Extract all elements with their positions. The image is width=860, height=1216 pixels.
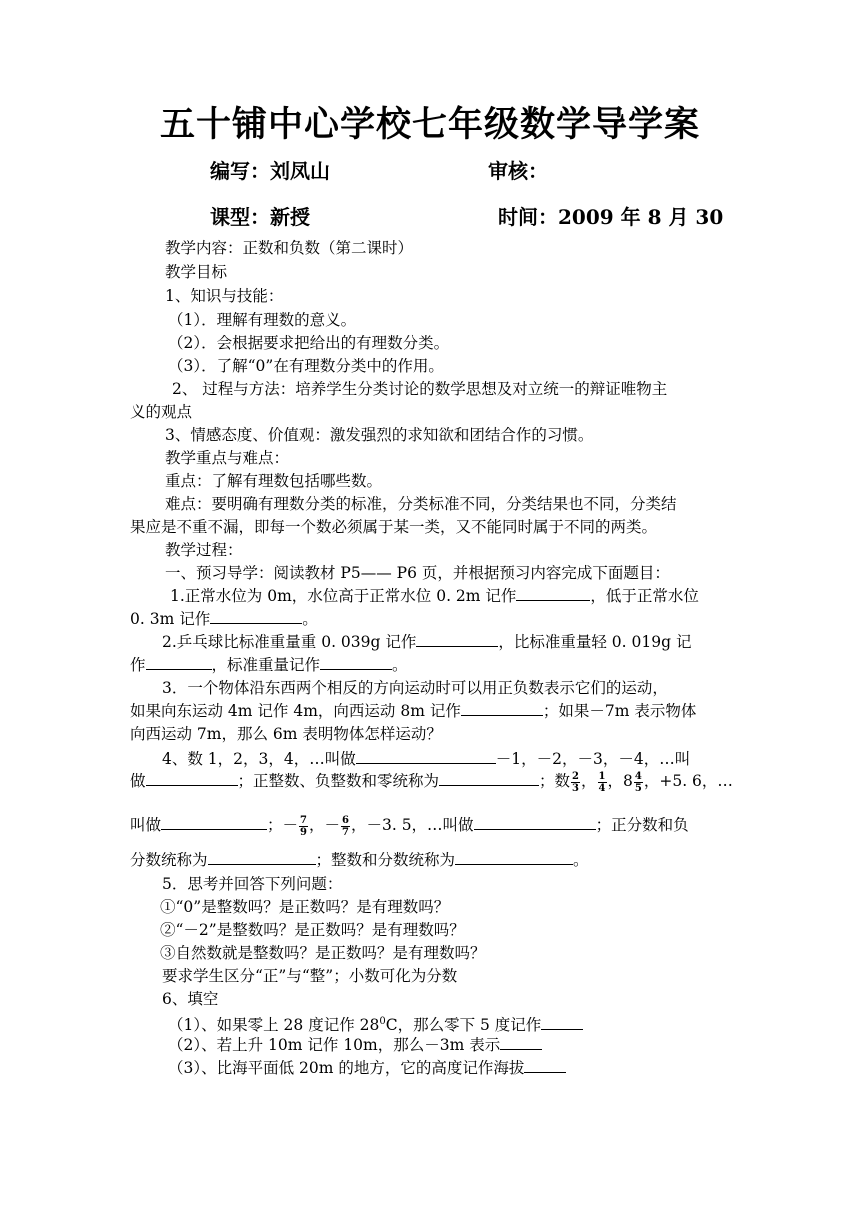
question-text: C，那么零下 5 度记作 [385, 1016, 542, 1035]
degree-superscript: 0 [379, 1016, 386, 1027]
goal-1-item-1: （1）．理解有理数的意义。 [168, 311, 357, 329]
question-3-line-3: 向西运动 7m，那么 6m 表明物体怎样运动？ [130, 725, 442, 743]
question-text: 1.正常水位为 0m，水位高于正常水位 0. 2m 记作 [170, 587, 517, 605]
question-text: 。 [392, 656, 408, 674]
answer-blank[interactable] [439, 770, 539, 786]
fraction-numerator: 7 [300, 814, 307, 826]
answer-blank[interactable] [356, 748, 496, 764]
fraction [299, 815, 308, 838]
question-text: 。 [302, 610, 318, 628]
key-point: 重点：了解有理数包括哪些数。 [165, 472, 383, 490]
fraction [598, 771, 607, 794]
answer-blank[interactable] [210, 608, 302, 624]
fraction-denominator: 9 [300, 826, 307, 838]
answer-blank[interactable] [146, 654, 212, 670]
answer-blank[interactable] [455, 849, 573, 865]
question-text: 如果向东运动 4m 记作 4m，向西运动 8m 记作 [130, 702, 461, 720]
question-1-line-1 [170, 585, 699, 607]
answer-blank[interactable] [524, 1057, 566, 1073]
question-text: 做 [130, 772, 146, 790]
question-6: 6、填空 [162, 990, 219, 1008]
question-5-item-3: ③自然数就是整数吗？是正数吗？是有理数吗？ [160, 944, 486, 962]
lesson-type-label: 课型：新授 [210, 205, 310, 229]
question-4-line-1 [162, 748, 690, 770]
fraction-numerator: 6 [342, 814, 349, 826]
question-text: ，标准重量记作 [211, 656, 321, 674]
question-1-line-2 [130, 608, 318, 630]
fraction-denominator: 4 [598, 782, 606, 794]
question-text: ，－ [309, 816, 341, 834]
question-4-line-2 [130, 770, 733, 794]
question-text: ，比标准重量轻 0. 019g 记 [498, 633, 692, 651]
question-text: （2）、若上升 10m 记作 10m，那么－3m 表示 [168, 1036, 501, 1054]
difficulty-line-2: 果应是不重不漏，即每一个数必须属于某一类，又不能同时属于不同的两类。 [130, 518, 658, 536]
question-text: 叫做 [130, 816, 162, 834]
difficulty-line-1: 难点：要明确有理数分类的标准，分类标准不同，分类结果也不同，分类结 [165, 495, 677, 513]
question-text: ，低于正常水位 [590, 587, 699, 605]
question-text: ；如果－7m 表示物体 [542, 702, 697, 720]
fraction-denominator: 3 [572, 782, 580, 794]
question-text: （1）、如果零上 28 度记作 28 [168, 1016, 380, 1035]
author-label: 编写：刘凤山 [210, 159, 330, 183]
fraction-numerator: 2 [572, 770, 580, 782]
question-text: 。 [573, 851, 589, 869]
question-text: 0. 3m 记作 [130, 610, 211, 628]
question-2-line-1 [162, 631, 691, 653]
question-text: ，+5. 6，… [643, 772, 733, 790]
answer-blank[interactable] [416, 631, 498, 647]
question-text: 作 [130, 656, 146, 674]
question-text: ，－3. 5，…叫做 [350, 816, 474, 834]
answer-blank[interactable] [541, 1014, 583, 1030]
question-3-line-2 [130, 700, 696, 722]
question-4-line-3 [130, 814, 689, 838]
fraction-denominator: 5 [634, 782, 642, 794]
goal-2-line-1: 2、 过程与方法：培养学生分类讨论的数学思想及对立统一的辩证唯物主 [172, 380, 668, 398]
answer-blank[interactable] [146, 770, 238, 786]
question-5-item-1: ①“0”是整数吗？是正数吗？是有理数吗？ [160, 898, 450, 916]
fraction [634, 771, 643, 794]
fraction-denominator: 7 [342, 826, 349, 838]
question-text: 分数统称为 [130, 851, 208, 869]
fraction-numerator: 4 [634, 770, 642, 782]
answer-blank[interactable] [516, 585, 590, 601]
question-5-note: 要求学生区分“正”与“整”；小数可化为分数 [162, 967, 458, 985]
question-5-item-2: ②“－2”是整数吗？是正数吗？是有理数吗？ [160, 921, 465, 939]
teaching-content: 教学内容：正数和负数（第二课时） [165, 239, 414, 257]
page-title: 五十铺中心学校七年级数学导学案 [159, 104, 700, 145]
goals-heading: 教学目标 [165, 263, 228, 281]
question-text: ；数 [539, 772, 571, 790]
question-text: ；整数和分数统称为 [315, 851, 456, 869]
question-3-line-1: 3．一个物体沿东西两个相反的方向运动时可以用正负数表示它们的运动， [162, 679, 668, 697]
question-5: 5．思考并回答下列问题： [162, 875, 343, 893]
goal-1-item-3: （3）．了解“0”在有理数分类中的作用。 [168, 357, 444, 375]
review-label: 审核： [488, 159, 548, 183]
question-text: 2.乒乓球比标准重量重 0. 039g 记作 [162, 633, 417, 651]
question-text: ；正分数和负 [595, 816, 689, 834]
goal-1-item-2: （2）．会根据要求把给出的有理数分类。 [168, 334, 450, 352]
question-text: 4、数 1，2，3，4，…叫做 [162, 750, 356, 768]
question-4-line-4 [130, 849, 589, 871]
process-heading: 教学过程： [165, 541, 243, 559]
question-text: ；正整数、负整数和零统称为 [237, 772, 440, 790]
answer-blank[interactable] [500, 1034, 542, 1050]
goal-2-line-2: 义的观点 [130, 403, 193, 421]
preview-instruction: 一、预习导学：阅读教材 P5—— P6 页，并根据预习内容完成下面题目： [165, 564, 670, 582]
question-6-item-1 [168, 1011, 583, 1036]
question-6-item-2 [168, 1034, 542, 1056]
question-6-item-3 [168, 1057, 566, 1079]
question-text: （3）、比海平面低 20m 的地方，它的高度记作海拔 [168, 1059, 525, 1077]
question-text: ；－ [267, 816, 299, 834]
answer-blank[interactable] [161, 814, 267, 830]
question-text: ，8 [607, 772, 633, 790]
date-label: 时间：2009 年 8 月 30 [498, 205, 724, 229]
answer-blank[interactable] [320, 654, 392, 670]
question-text: －1，－2，－3，－4，…叫 [495, 750, 691, 768]
answer-blank[interactable] [461, 700, 543, 716]
fraction [341, 815, 350, 838]
question-text: ， [581, 772, 597, 790]
key-heading: 教学重点与难点： [165, 449, 290, 467]
question-2-line-2 [130, 654, 408, 676]
answer-blank[interactable] [474, 814, 596, 830]
answer-blank[interactable] [208, 849, 316, 865]
fraction-numerator: 1 [598, 770, 606, 782]
goal-1: 1、知识与技能： [165, 287, 284, 305]
fraction [571, 771, 580, 794]
goal-3: 3、情感态度、价值观：激发强烈的求知欲和团结合作的习惯。 [165, 426, 594, 444]
